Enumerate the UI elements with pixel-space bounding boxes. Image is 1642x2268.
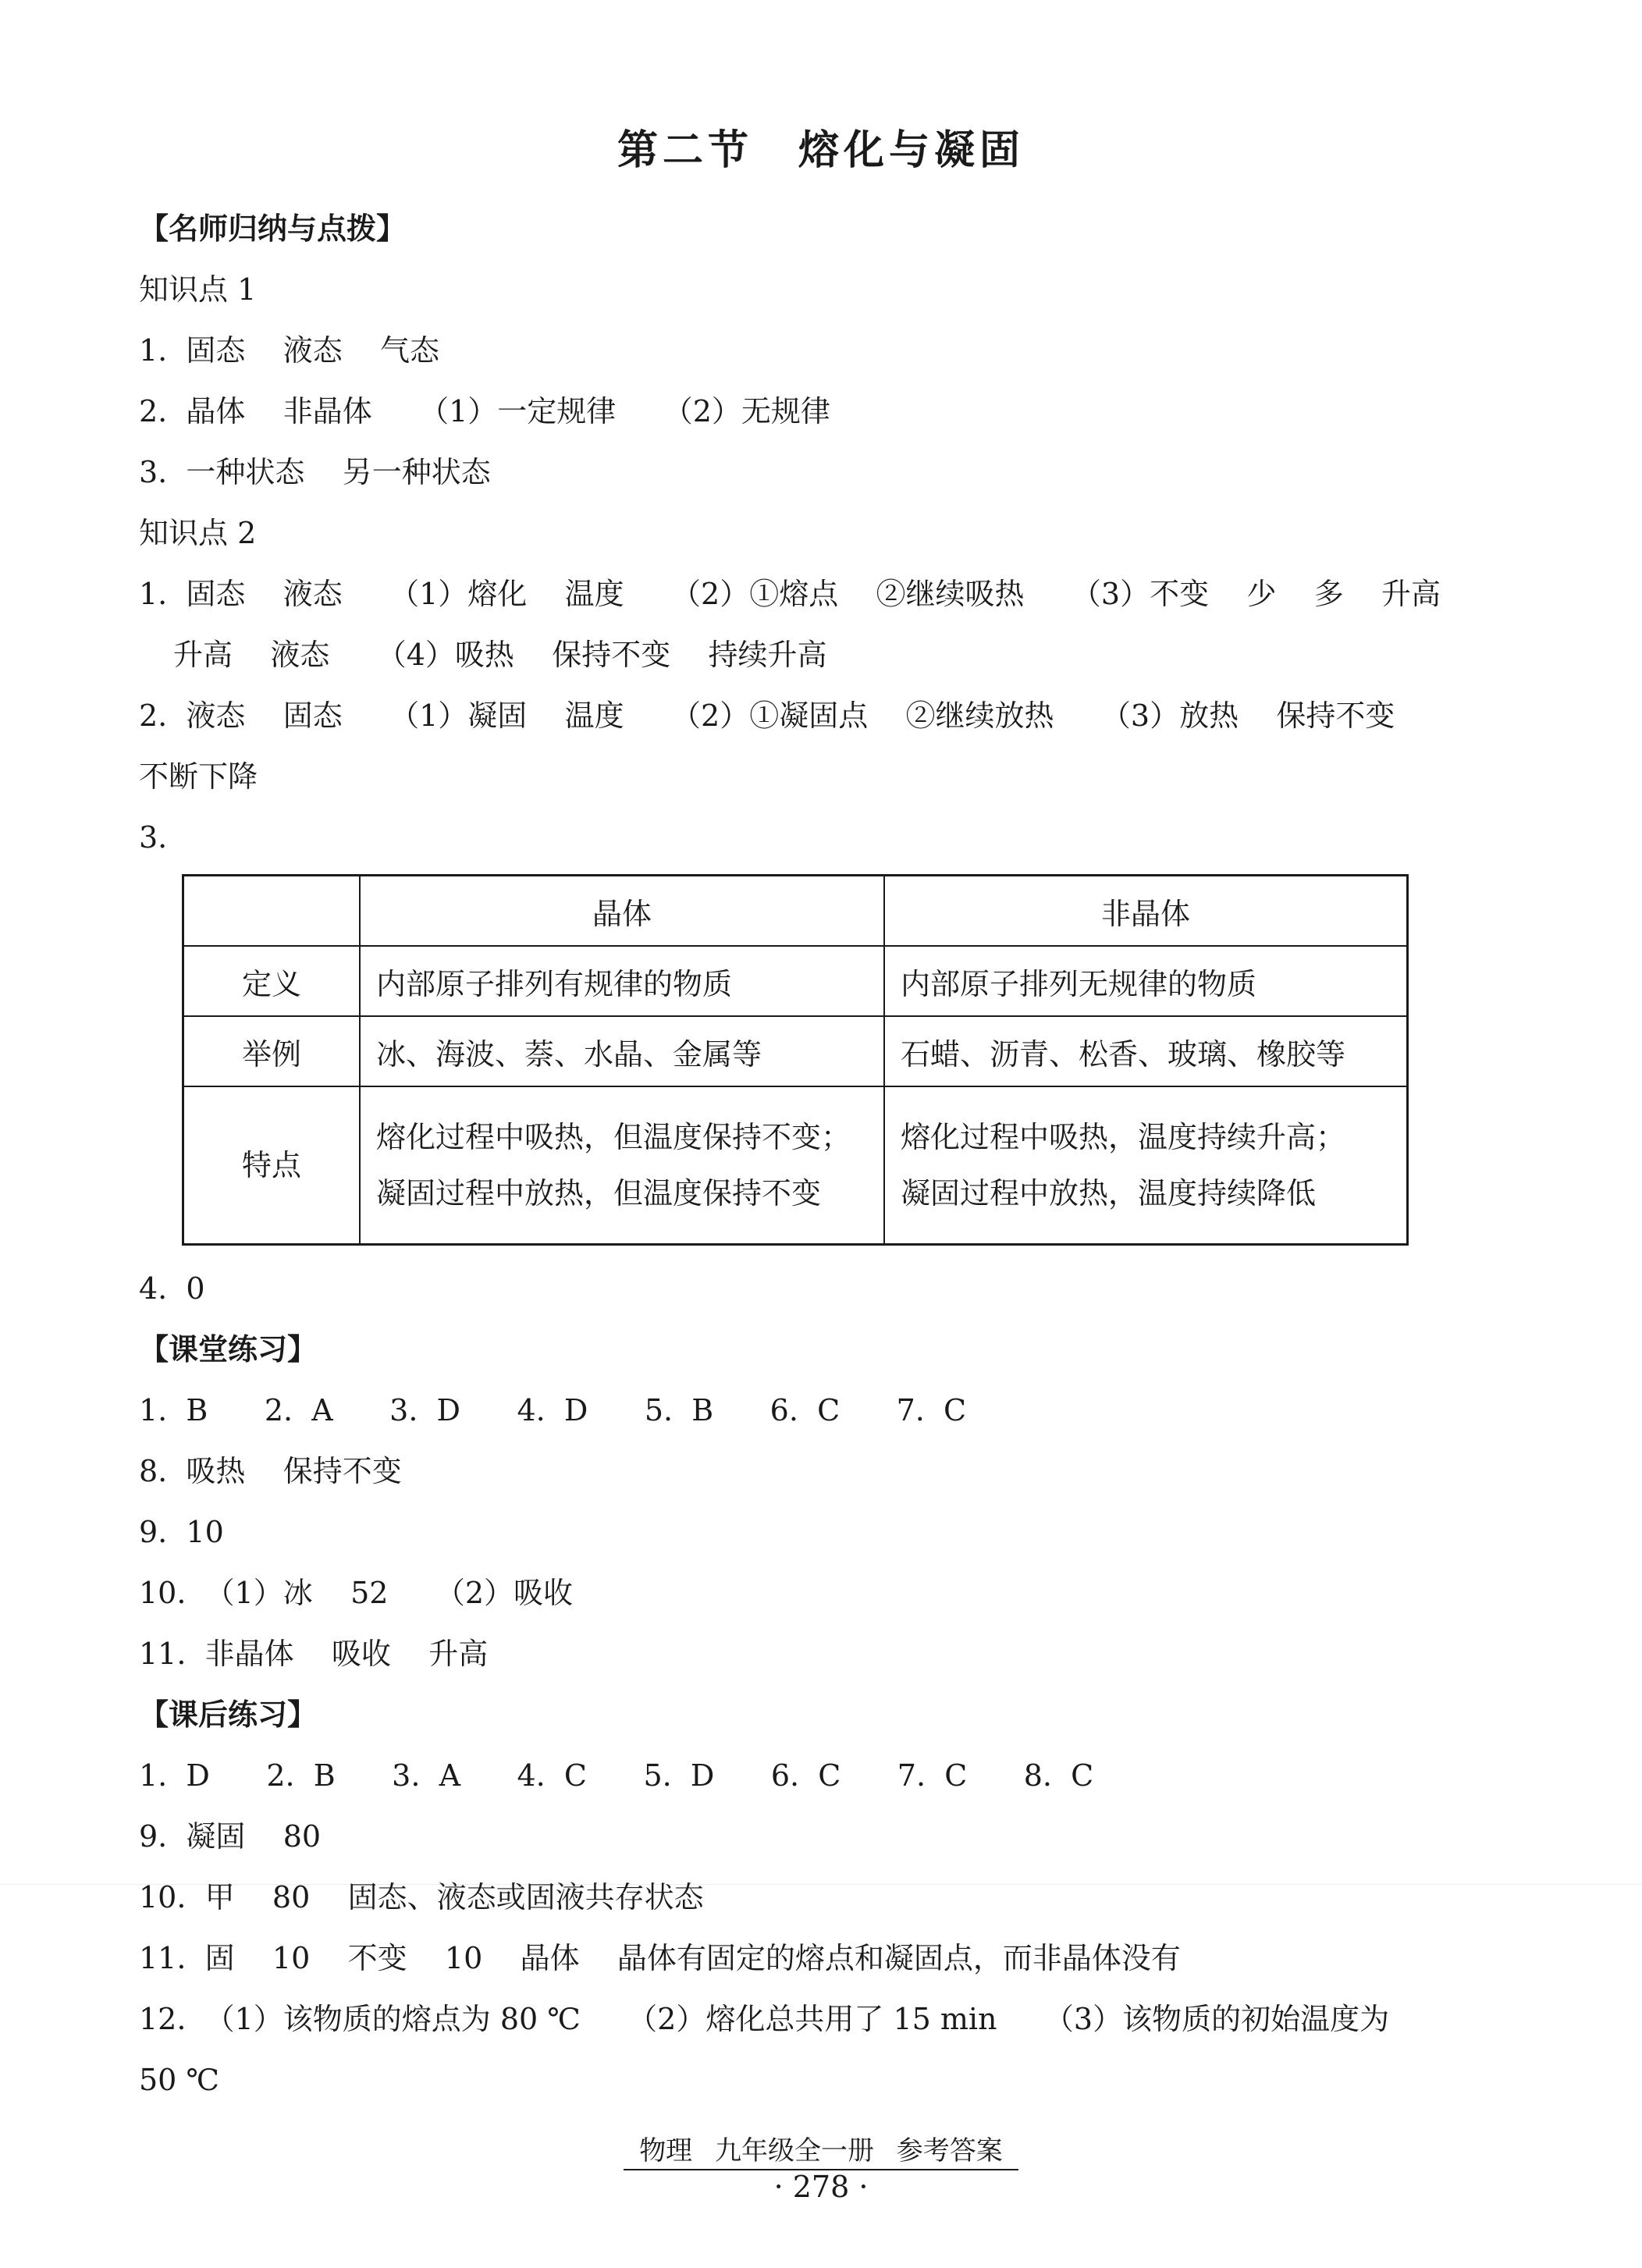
heading-classroom-practice: 【课堂练习】 [139, 1332, 318, 1367]
row-header-definition: 定义 [183, 946, 361, 1016]
cell-definition-crystal: 内部原子排列有规律的物质 [360, 946, 884, 1016]
answer-homework-1-8: 1. D 2. B 3. A 4. C 5. D 6. C 7. C 8. C [139, 1758, 1094, 1793]
footer-subject-label: 物理 九年级全一册 参考答案 [624, 2129, 1018, 2170]
knowledge-point-1-label: 知识点 1 [139, 272, 257, 307]
feature-noncrystal-line2: 凝固过程中放热，温度持续降低 [901, 1176, 1317, 1210]
answer-homework-10: 10. 甲 80 固态、液态或固液共存状态 [139, 1880, 704, 1914]
answer-kp2-2-line2: 不断下降 [139, 759, 258, 794]
table-header-row [183, 876, 1408, 947]
answer-homework-11: 11. 固 10 不变 10 晶体 晶体有固定的熔点和凝固点，而非晶体没有 [139, 1941, 1181, 1975]
table-row [183, 1086, 1408, 1245]
answer-classroom-11: 11. 非晶体 吸收 升高 [139, 1637, 489, 1671]
answer-kp2-2-line1: 2. 液态 固态 （1）凝固 温度 （2）①凝固点 ②继续放热 （3）放热 保持不变 [139, 699, 1395, 733]
answer-kp2-1-line2: 升高 液态 （4）吸热 保持不变 持续升高 [173, 638, 827, 672]
knowledge-point-2-label: 知识点 2 [139, 516, 257, 550]
page-number: · 278 · [773, 2170, 869, 2204]
column-header-noncrystal: 非晶体 [884, 876, 1408, 947]
feature-crystal-line1: 熔化过程中吸热，但温度保持不变； [376, 1120, 851, 1154]
answer-classroom-8: 8. 吸热 保持不变 [139, 1454, 402, 1488]
answer-kp2-4: 4. 0 [139, 1271, 205, 1306]
row-header-feature: 特点 [183, 1086, 361, 1245]
heading-after-class-practice: 【课后练习】 [139, 1697, 318, 1732]
answer-classroom-10: 10. （1）冰 52 （2）吸收 [139, 1576, 574, 1610]
table-corner-cell [183, 876, 361, 947]
cell-example-crystal: 冰、海波、萘、水晶、金属等 [360, 1016, 884, 1086]
answer-classroom-1-7: 1. B 2. A 3. D 4. D 5. B 6. C 7. C [139, 1393, 967, 1427]
answer-kp1-3: 3. 一种状态 另一种状态 [139, 455, 491, 489]
crystal-comparison-table [182, 874, 1409, 1246]
answer-kp2-1-line1: 1. 固态 液态 （1）熔化 温度 （2）①熔点 ②继续吸热 （3）不变 少 多 升高 [139, 577, 1441, 611]
answer-homework-12-line2: 50 ℃ [139, 2063, 219, 2097]
answer-kp1-2: 2. 晶体 非晶体 （1）一定规律 （2）无规律 [139, 394, 830, 428]
cell-feature-noncrystal [884, 1086, 1408, 1245]
answer-kp2-3: 3. [139, 820, 168, 855]
answer-homework-9: 9. 凝固 80 [139, 1819, 322, 1854]
cell-feature-crystal [360, 1086, 884, 1245]
section-title: 第二节 熔化与凝固 [617, 126, 1025, 174]
answer-classroom-9: 9. 10 [139, 1515, 224, 1549]
answer-homework-12-line1: 12. （1）该物质的熔点为 80 ℃ （2）熔化总共用了 15 min （3）该物质的初始温度为 [139, 2002, 1390, 2036]
footer-subject [0, 2129, 1642, 2170]
feature-noncrystal-line1: 熔化过程中吸热，温度持续升高； [901, 1120, 1346, 1154]
cell-example-noncrystal: 石蜡、沥青、松香、玻璃、橡胶等 [884, 1016, 1408, 1086]
cell-definition-noncrystal: 内部原子排列无规律的物质 [884, 946, 1408, 1016]
table-row [183, 946, 1408, 1016]
column-header-crystal: 晶体 [360, 876, 884, 947]
answer-kp1-1: 1. 固态 液态 气态 [139, 333, 440, 368]
row-header-example: 举例 [183, 1016, 361, 1086]
table-row [183, 1016, 1408, 1086]
heading-summary: 【名师归纳与点拨】 [139, 212, 407, 246]
feature-crystal-line2: 凝固过程中放热，但温度保持不变 [376, 1176, 822, 1210]
